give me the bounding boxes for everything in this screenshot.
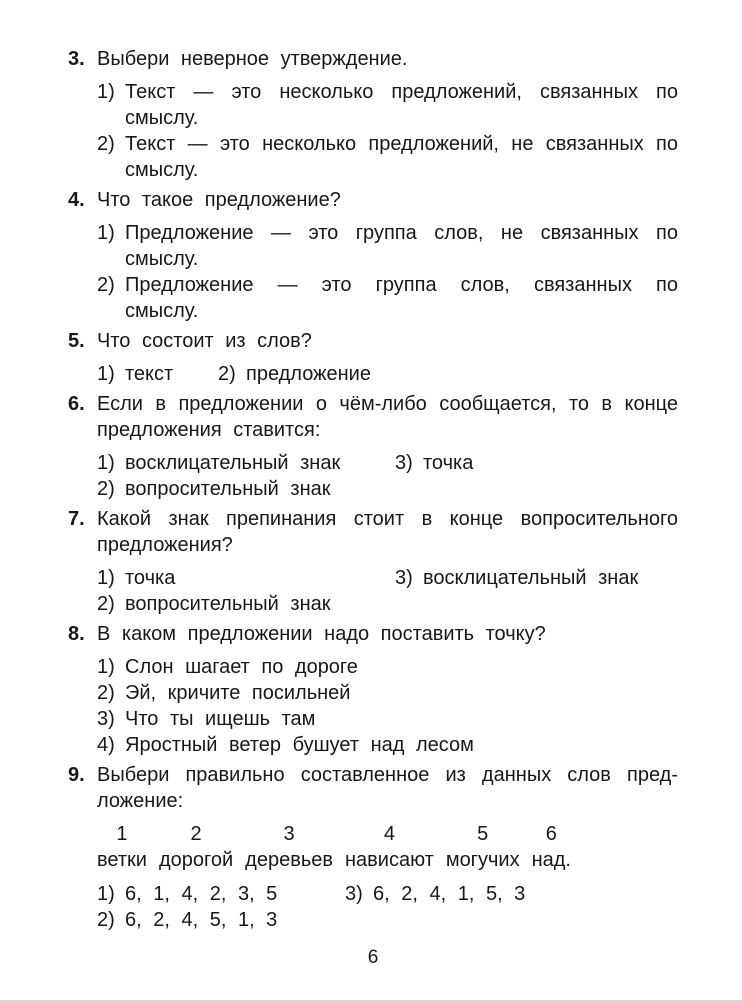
question-text: Какой знак препинания стоит в конце вопросительного предложения? xyxy=(97,508,678,556)
option-label: 1) xyxy=(97,222,115,244)
option-label: 4) xyxy=(97,734,115,756)
options-list xyxy=(97,79,678,183)
option-text: Яростный ветер бушует над лесом xyxy=(125,734,474,756)
question-heading xyxy=(68,506,678,558)
option-label: 3) xyxy=(97,708,115,730)
word-bank-item xyxy=(159,821,233,873)
question-text: Что такое предложение? xyxy=(97,189,341,211)
answer-option xyxy=(97,680,350,706)
question-number: 6. xyxy=(68,393,85,415)
answer-option xyxy=(97,79,678,131)
question-heading xyxy=(68,46,678,72)
answer-option xyxy=(97,220,678,272)
page-number: 6 xyxy=(367,947,379,968)
answer-option xyxy=(97,450,395,476)
question-3 xyxy=(68,46,678,183)
option-label: 2) xyxy=(97,133,115,155)
option-row xyxy=(97,272,678,324)
question-8 xyxy=(68,621,678,758)
option-text: Эй, кричите посильней xyxy=(125,682,351,704)
word-bank-item xyxy=(532,821,571,873)
option-text: точка xyxy=(423,452,474,474)
question-text: Выбери правильно составленное из данных слов пред-ложение: xyxy=(97,764,678,812)
word-bank-item xyxy=(345,821,434,873)
question-text: Выбери неверное утверждение. xyxy=(97,48,408,70)
question-text: Если в предложении о чём-либо сообщается, то в конце предложения ставится: xyxy=(97,393,678,441)
answer-option xyxy=(97,565,395,591)
answer-option xyxy=(97,907,277,933)
question-heading xyxy=(68,762,678,814)
option-label: 2) xyxy=(97,909,115,931)
answer-option xyxy=(97,881,345,907)
question-text: В каком предложении надо поставить точку? xyxy=(97,623,546,645)
word-number: 5 xyxy=(477,823,489,845)
option-label: 1) xyxy=(97,452,115,474)
option-label: 2) xyxy=(97,682,115,704)
options-list xyxy=(97,450,678,502)
option-text: 6, 1, 4, 2, 3, 5 xyxy=(125,883,278,905)
options-list xyxy=(97,654,678,758)
answer-option xyxy=(97,591,331,617)
word-number: 6 xyxy=(545,823,557,845)
answer-option xyxy=(395,450,473,476)
option-row xyxy=(97,907,678,933)
option-row xyxy=(97,450,678,476)
answer-option xyxy=(218,361,371,387)
option-text: Текст — это несколько предложений, связанных по смыслу. xyxy=(125,81,678,129)
option-label: 3) xyxy=(345,883,363,905)
question-number: 9. xyxy=(68,764,85,786)
option-text: Слон шагает по дороге xyxy=(125,656,358,678)
question-number: 8. xyxy=(68,623,85,645)
word-bank-item xyxy=(97,821,147,873)
question-7 xyxy=(68,506,678,617)
answer-option xyxy=(97,361,218,387)
option-text: 6, 2, 4, 1, 5, 3 xyxy=(373,883,526,905)
question-number: 7. xyxy=(68,508,85,530)
answer-option xyxy=(97,706,315,732)
option-label: 1) xyxy=(97,883,115,905)
question-4 xyxy=(68,187,678,324)
answer-option xyxy=(97,131,678,183)
question-heading xyxy=(68,328,678,354)
word-bank-item xyxy=(245,821,333,873)
question-5 xyxy=(68,328,678,387)
option-text: вопросительный знак xyxy=(125,478,331,500)
question-heading xyxy=(68,621,678,647)
word: могучих xyxy=(445,849,520,871)
option-row xyxy=(97,591,678,617)
question-text: Что состоит из слов? xyxy=(97,330,312,352)
options-list xyxy=(97,821,678,933)
word: деревьев xyxy=(245,849,333,871)
option-row xyxy=(97,131,678,183)
option-row xyxy=(97,881,678,907)
word-bank-item xyxy=(446,821,520,873)
option-row xyxy=(97,476,678,502)
option-label: 3) xyxy=(395,452,413,474)
word: дорогой xyxy=(158,849,234,871)
option-label: 2) xyxy=(97,593,115,615)
word-number: 1 xyxy=(116,823,128,845)
option-text: Предложение — это группа слов, не связанных по смыслу. xyxy=(125,222,678,270)
question-heading xyxy=(68,391,678,443)
question-heading xyxy=(68,187,678,213)
option-text: восклицательный знак xyxy=(423,567,639,589)
answer-option xyxy=(97,476,331,502)
word-number: 4 xyxy=(383,823,395,845)
option-row xyxy=(97,79,678,131)
option-text: Текст — это несколько предложений, не связанных по смыслу. xyxy=(125,133,678,181)
answer-option xyxy=(395,565,638,591)
option-label: 2) xyxy=(97,478,115,500)
options-list xyxy=(97,220,678,324)
word-number: 2 xyxy=(190,823,202,845)
question-9 xyxy=(68,762,678,933)
option-text: предложение xyxy=(246,363,371,385)
option-label: 1) xyxy=(97,363,115,385)
option-row xyxy=(97,220,678,272)
answer-option xyxy=(97,272,678,324)
option-label: 2) xyxy=(218,363,236,385)
question-6 xyxy=(68,391,678,502)
word: нависают xyxy=(345,849,434,871)
question-number: 5. xyxy=(68,330,85,352)
option-row xyxy=(97,361,678,387)
option-label: 1) xyxy=(97,567,115,589)
word: ветки xyxy=(97,849,147,871)
option-label: 2) xyxy=(97,274,115,296)
option-row xyxy=(97,732,678,758)
option-text: восклицательный знак xyxy=(125,452,341,474)
question-number: 3. xyxy=(68,48,85,70)
answer-option xyxy=(97,654,358,680)
word-number: 3 xyxy=(283,823,295,845)
answer-option xyxy=(97,732,474,758)
option-text: Что ты ищешь там xyxy=(125,708,316,730)
question-number: 4. xyxy=(68,189,85,211)
option-text: вопросительный знак xyxy=(125,593,331,615)
option-row xyxy=(97,680,678,706)
word: над. xyxy=(531,849,571,871)
option-label: 1) xyxy=(97,656,115,678)
option-text: Предложение — это группа слов, связанных по смыслу. xyxy=(125,274,678,322)
option-row xyxy=(97,706,678,732)
option-row xyxy=(97,565,678,591)
answer-option xyxy=(345,881,525,907)
word-bank xyxy=(97,821,678,873)
options-list xyxy=(97,361,678,387)
option-text: 6, 2, 4, 5, 1, 3 xyxy=(125,909,278,931)
option-label: 1) xyxy=(97,81,115,103)
option-text: текст xyxy=(125,363,174,385)
option-text: точка xyxy=(125,567,176,589)
option-row xyxy=(97,654,678,680)
option-label: 3) xyxy=(395,567,413,589)
options-list xyxy=(97,565,678,617)
